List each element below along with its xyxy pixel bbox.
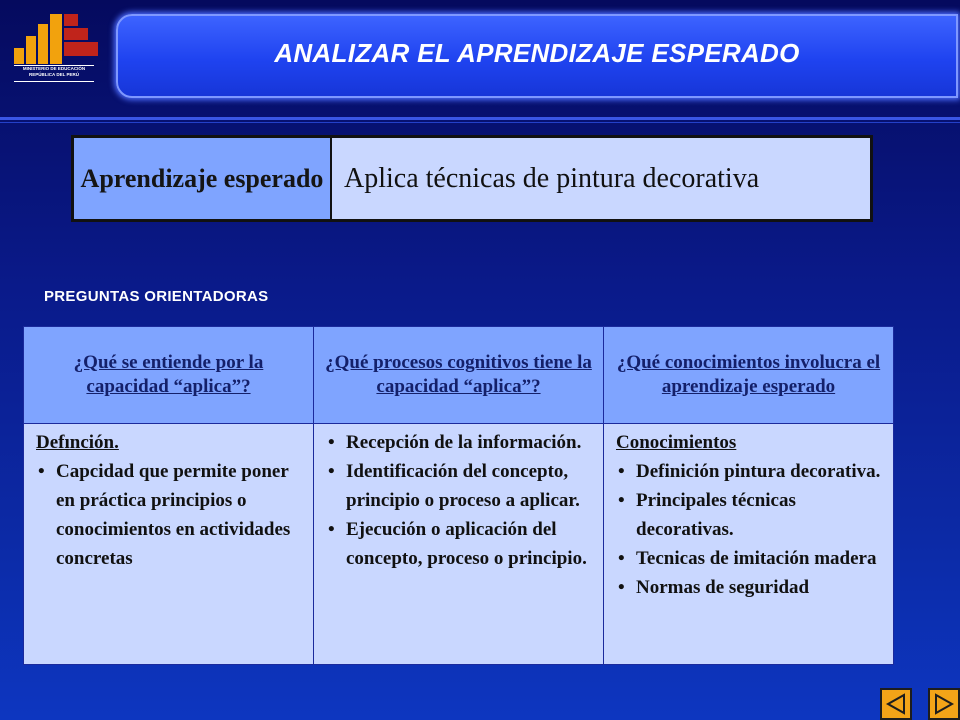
page-title: ANALIZAR EL APRENDIZAJE ESPERADO <box>274 38 800 68</box>
logo-bar <box>26 36 36 64</box>
logo-bar <box>50 14 62 64</box>
header-cell-cognitive-processes: ¿Qué procesos cognitivos tiene la capacidad “aplica”? <box>314 327 604 424</box>
list-item: • Ejecución o aplicación del concepto, proceso o principio. <box>326 515 597 573</box>
knowledge-subtitle: Conocimientos <box>616 432 737 453</box>
definition-subtitle: Defınción. <box>36 432 119 453</box>
guiding-questions-table <box>23 326 894 665</box>
cell-processes <box>314 424 604 665</box>
logo-block <box>64 42 98 56</box>
ministry-logo <box>8 12 100 90</box>
list-item: • Definición pintura decorativa. <box>616 457 887 486</box>
learning-outcome-box <box>71 135 873 222</box>
header-cell-knowledge: ¿Qué conocimientos involucra el aprendizaje esperado <box>604 327 894 424</box>
logo-caption-line1: MINISTERIO DE EDUCACIÓN <box>22 66 86 71</box>
next-slide-button[interactable] <box>928 688 960 720</box>
title-banner <box>116 14 958 98</box>
logo-rule <box>14 81 94 82</box>
header-cell-capacity: ¿Qué se entiende por la capacidad “aplica”? <box>24 327 314 424</box>
processes-list <box>326 428 597 573</box>
table-header-row <box>24 327 894 424</box>
definition-list <box>36 457 307 573</box>
logo-block <box>64 28 88 40</box>
list-item: • Identificación del concepto, principio o proceso a aplicar. <box>326 457 597 515</box>
list-item: • Normas de seguridad <box>616 573 887 602</box>
header-divider-thin <box>0 122 960 123</box>
triangle-left-icon <box>884 692 908 716</box>
previous-slide-button[interactable] <box>880 688 912 720</box>
triangle-right-icon <box>932 692 956 716</box>
section-label: PREGUNTAS ORIENTADORAS <box>44 288 269 305</box>
list-item: • Recepción de la información. <box>326 428 597 457</box>
learning-outcome-value: Aplica técnicas de pintura decorativa <box>332 138 870 219</box>
list-item: • Tecnicas de imitación madera <box>616 544 887 573</box>
logo-bar <box>38 24 48 64</box>
cell-knowledge <box>604 424 894 665</box>
list-item: • Principales técnicas decorativas. <box>616 486 887 544</box>
logo-block <box>64 14 78 26</box>
table-body-row <box>24 424 894 665</box>
knowledge-list <box>616 457 887 602</box>
list-item: • Capcidad que permite poner en práctica principios o conocimientos en actividades concretas <box>36 457 307 573</box>
learning-outcome-label: Aprendizaje esperado <box>74 138 332 219</box>
logo-caption-line2: REPÚBLICA DEL PERÚ <box>28 72 79 77</box>
header-divider <box>0 117 960 120</box>
logo-bar <box>14 48 24 64</box>
cell-definition <box>24 424 314 665</box>
